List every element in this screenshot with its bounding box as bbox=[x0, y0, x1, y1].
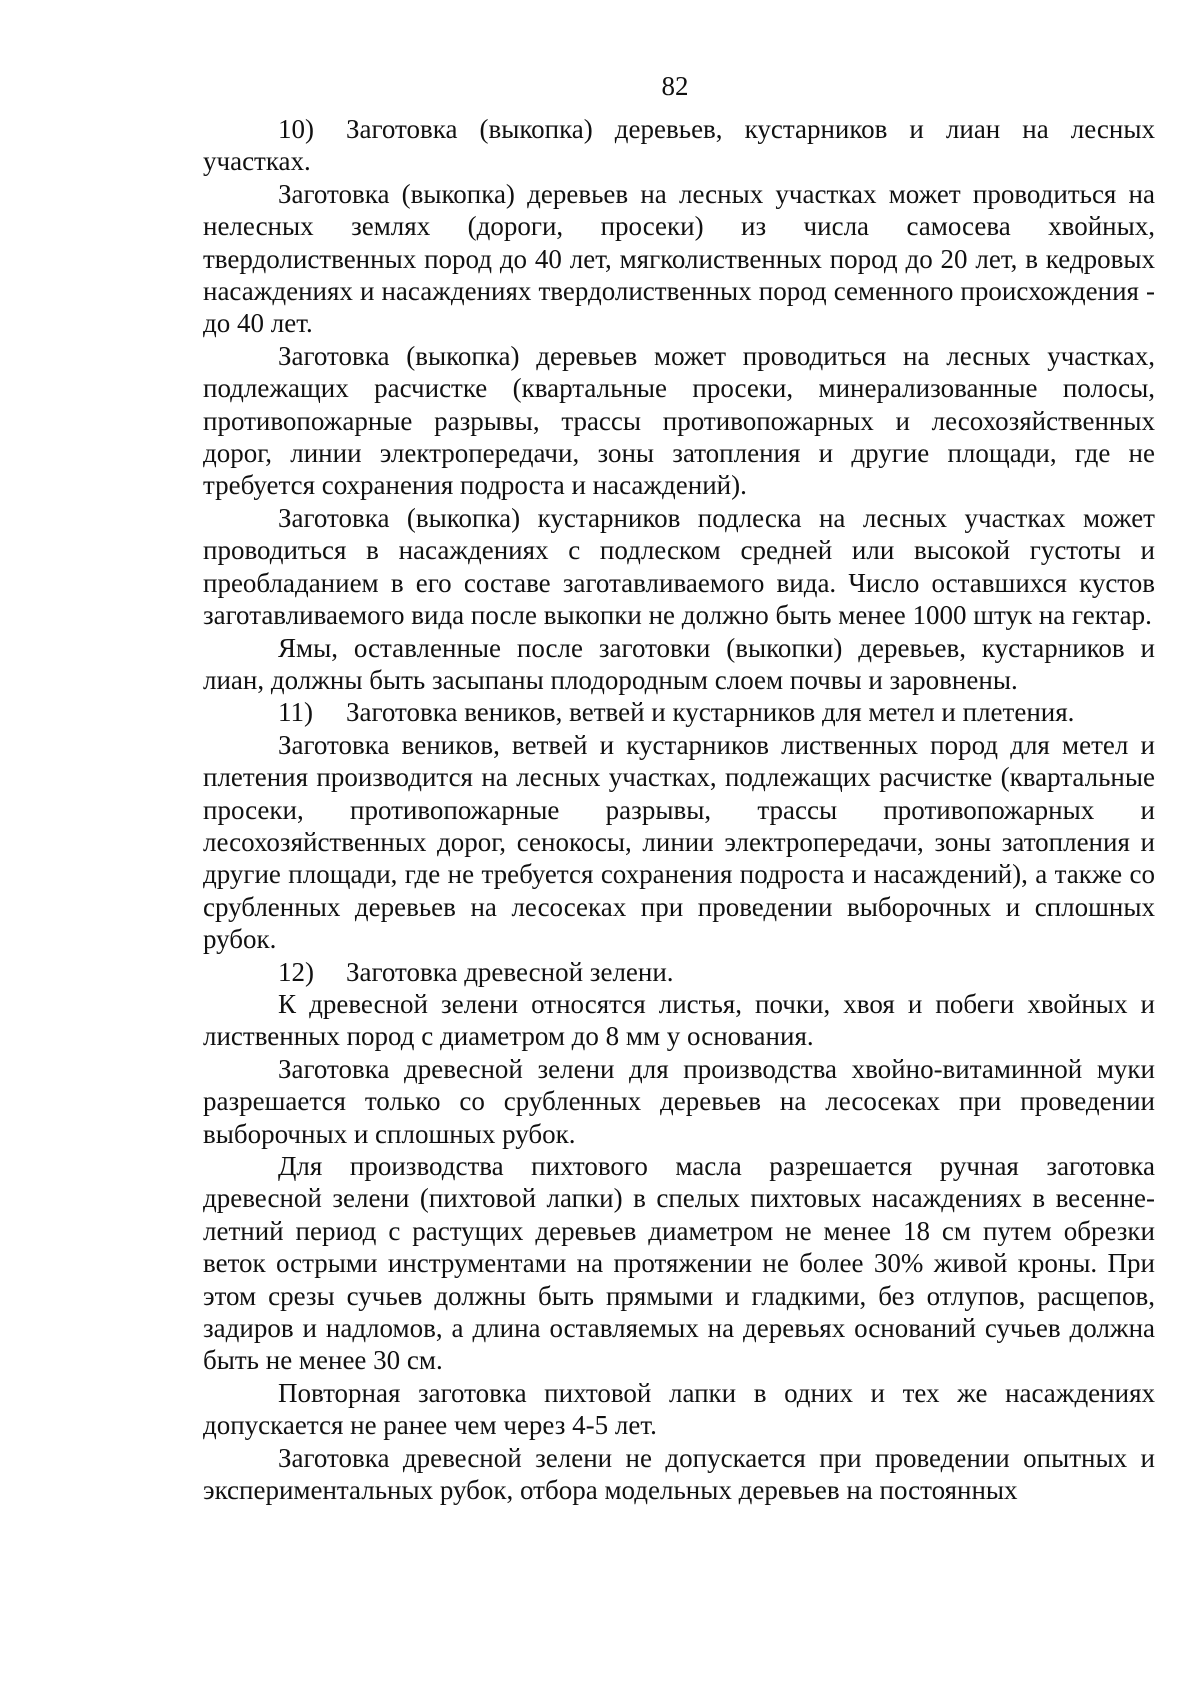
paragraph: Заготовка веников, ветвей и кустарников лиственных пород для метел и плетения производится на лесных участках, подлежащих расчистке (квартальные просеки, противопожарные разрывы, трассы противопожарных и лесохозяйственных дорог, сенокосы, линии электропередачи, зоны затопления и другие площади, где не требуется сохранения подроста и насаждений), а также со срубленных деревьев на лесосеках при проведении выборочных и сплошных рубок. bbox=[203, 729, 1155, 955]
document-body bbox=[203, 113, 1155, 1506]
paragraph: Для производства пихтового масла разрешается ручная заготовка древесной зелени (пихтовой лапки) в спелых пихтовых насаждениях в весенне-летний период с растущих деревьев диаметром не менее 18 см путем обрезки веток острыми инструментами на протяжении не более 30% живой кроны. При этом срезы сучьев должны быть прямыми и гладкими, без отлупов, расщепов, задиров и надломов, а длина оставляемых на деревьях оснований сучьев должна быть не менее 30 см. bbox=[203, 1151, 1155, 1376]
item-number: 12) bbox=[278, 956, 314, 987]
paragraph: Повторная заготовка пихтовой лапки в одних и тех же насаждениях допускается не ранее чем через 4-5 лет. bbox=[203, 1377, 1155, 1441]
paragraph: К древесной зелени относятся листья, почки, хвоя и побеги хвойных и лиственных пород с диаметром до 8 мм у основания. bbox=[203, 988, 1155, 1052]
section-heading-11 bbox=[203, 696, 1155, 728]
paragraph: Заготовка древесной зелени для производства хвойно-витаминной муки разрешается только со срубленных деревьев на лесосеках при проведении выборочных и сплошных рубок. bbox=[203, 1053, 1155, 1149]
item-text: Заготовка древесной зелени. bbox=[346, 956, 674, 987]
paragraph: Заготовка (выкопка) деревьев может проводиться на лесных участках, подлежащих расчистке (квартальные просеки, минерализованные полосы, противопожарные разрывы, трассы противопожарных и лесохозяйственных дорог, линии электропередачи, зоны затопления и другие площади, где не требуется сохранения подроста и насаждений). bbox=[203, 340, 1155, 501]
paragraph: Заготовка (выкопка) деревьев на лесных участках может проводиться на нелесных землях (дороги, просеки) из числа самосева хвойных, твердолиственных пород до 40 лет, мягколиственных пород до 20 лет, в кедровых насаждениях и насаждениях твердолиственных пород семенного происхождения - до 40 лет. bbox=[203, 178, 1155, 339]
paragraph: Ямы, оставленные после заготовки (выкопки) деревьев, кустарников и лиан, должны быть засыпаны плодородным слоем почвы и заровнены. bbox=[203, 632, 1155, 695]
item-number: 11) bbox=[278, 697, 313, 728]
section-heading-10 bbox=[203, 113, 1155, 178]
item-text: Заготовка веников, ветвей и кустарников для метел и плетения. bbox=[346, 697, 1075, 728]
item-number: 10) bbox=[278, 114, 314, 144]
item-text: Заготовка (выкопка) деревьев, кустарников и лиан на лесных участках. bbox=[203, 114, 1155, 177]
paragraph: Заготовка (выкопка) кустарников подлеска на лесных участках может проводиться в насаждениях с подлеском средней или высокой густоты и преобладанием в его составе заготавливаемого вида. Число оставшихся кустов заготавливаемого вида после выкопки не должно быть менее 1000 штук на гектар. bbox=[203, 502, 1155, 631]
paragraph: Заготовка древесной зелени не допускается при проведении опытных и экспериментальных рубок, отбора модельных деревьев на постоянных bbox=[203, 1442, 1155, 1506]
section-heading-12 bbox=[203, 956, 1155, 988]
page-number: 82 bbox=[661, 71, 689, 101]
